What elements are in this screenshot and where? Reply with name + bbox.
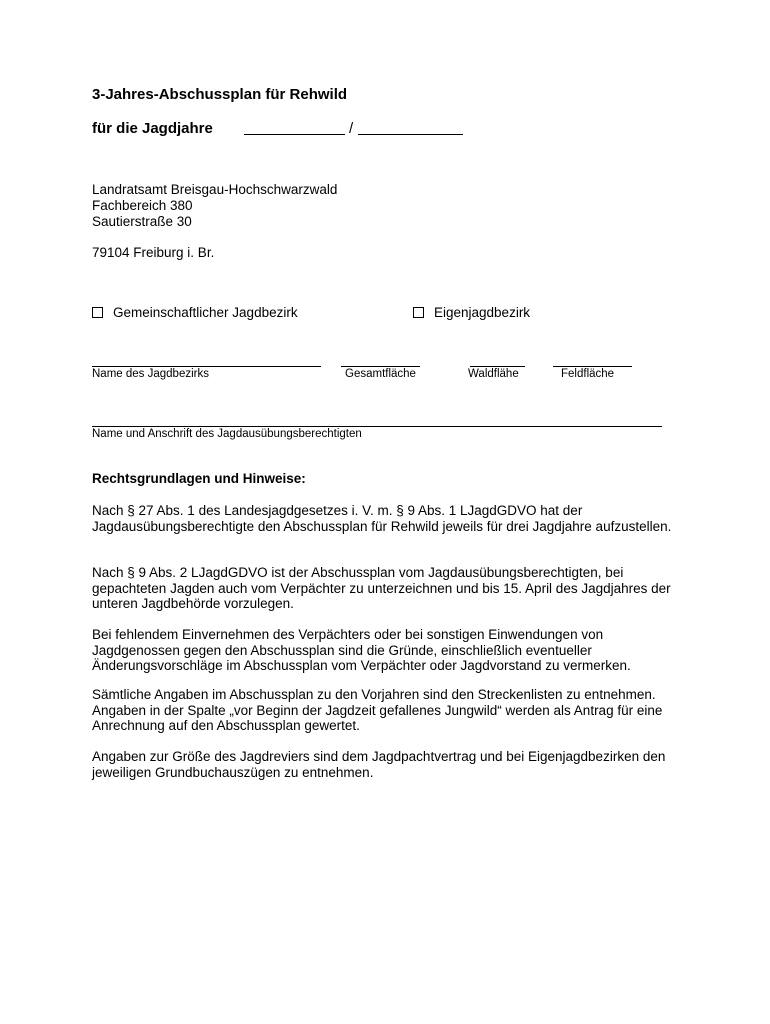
feldflaeche-field[interactable] (553, 366, 632, 367)
paragraph-2: Nach § 9 Abs. 2 LJagdGDVO ist der Abschussplan vom Jagdausübungsberechtigten, bei gepachteten Jagden auch vom Verpächter zu unterzeichnen und bis 15. April des Jagdjahres der unteren Jagdbehörde vorzulegen. (92, 565, 671, 611)
document-title: 3-Jahres-Abschussplan für Rehwild (92, 86, 348, 103)
option-eigenjagd[interactable] (413, 305, 530, 320)
berechtigter-label: Name und Anschrift des Jagdausübungsberechtigten (92, 428, 362, 440)
berechtigter-field[interactable] (92, 426, 662, 427)
paragraph-5: Angaben zur Größe des Jagdreviers sind dem Jagdpachtvertrag und bei Eigenjagdbezirken den jeweiligen Grundbuchauszügen zu entnehmen. (92, 749, 666, 780)
address-line-3: Sautierstraße 30 (92, 214, 192, 229)
paragraph-1: Nach § 27 Abs. 1 des Landesjagdgesetzes i. V. m. § 9 Abs. 1 LJagdGDVO hat der Jagdausübungsberechtigte den Abschussplan für Rehwild jeweils für drei Jagdjahre aufzustellen. (92, 503, 672, 534)
jagdbezirk-name-field[interactable] (92, 366, 321, 367)
paragraph-4: Sämtliche Angaben im Abschussplan zu den Vorjahren sind den Streckenlisten zu entnehmen. Angaben in der Spalte „vor Beginn der Jagdzeit gefallenes Jungwild“ werden als Antrag für eine Anrechnung auf den Abschussplan gewertet. (92, 687, 663, 733)
paragraph-3: Bei fehlendem Einvernehmen des Verpächters oder bei sonstigen Einwendungen von Jagdgenossen gegen den Abschussplan sind die Gründe, einschließlich eventueller Änderungsvorschläge im Abschussplan vom Verpächter oder Jagdvorstand zu vermerken. (92, 627, 631, 673)
gemeinschaftlich-label: Gemeinschaftlicher Jagdbezirk (113, 305, 298, 320)
gesamtflaeche-field[interactable] (341, 366, 420, 367)
hunting-years-label: für die Jagdjahre (92, 120, 213, 137)
address-line-1: Landratsamt Breisgau-Hochschwarzwald (92, 182, 338, 197)
gemeinschaftlich-checkbox[interactable] (92, 307, 103, 318)
address-line-2: Fachbereich 380 (92, 198, 193, 213)
feldflaeche-label: Feldfläche (561, 368, 615, 380)
option-gemeinschaftlich[interactable] (92, 305, 298, 320)
year-separator: / (349, 120, 354, 137)
section-heading: Rechtsgrundlagen und Hinweise: (92, 471, 306, 486)
gesamtflaeche-label: Gesamtfläche (345, 368, 416, 380)
start-year-field[interactable] (244, 119, 345, 135)
end-year-field[interactable] (358, 119, 463, 135)
address-line-4: 79104 Freiburg i. Br. (92, 245, 215, 260)
eigenjagd-label: Eigenjagdbezirk (434, 305, 531, 320)
waldflaeche-label: Waldflähe (468, 368, 519, 380)
waldflaeche-field[interactable] (470, 366, 525, 367)
eigenjagd-checkbox[interactable] (413, 307, 424, 318)
jagdbezirk-name-label: Name des Jagdbezirks (92, 368, 209, 380)
